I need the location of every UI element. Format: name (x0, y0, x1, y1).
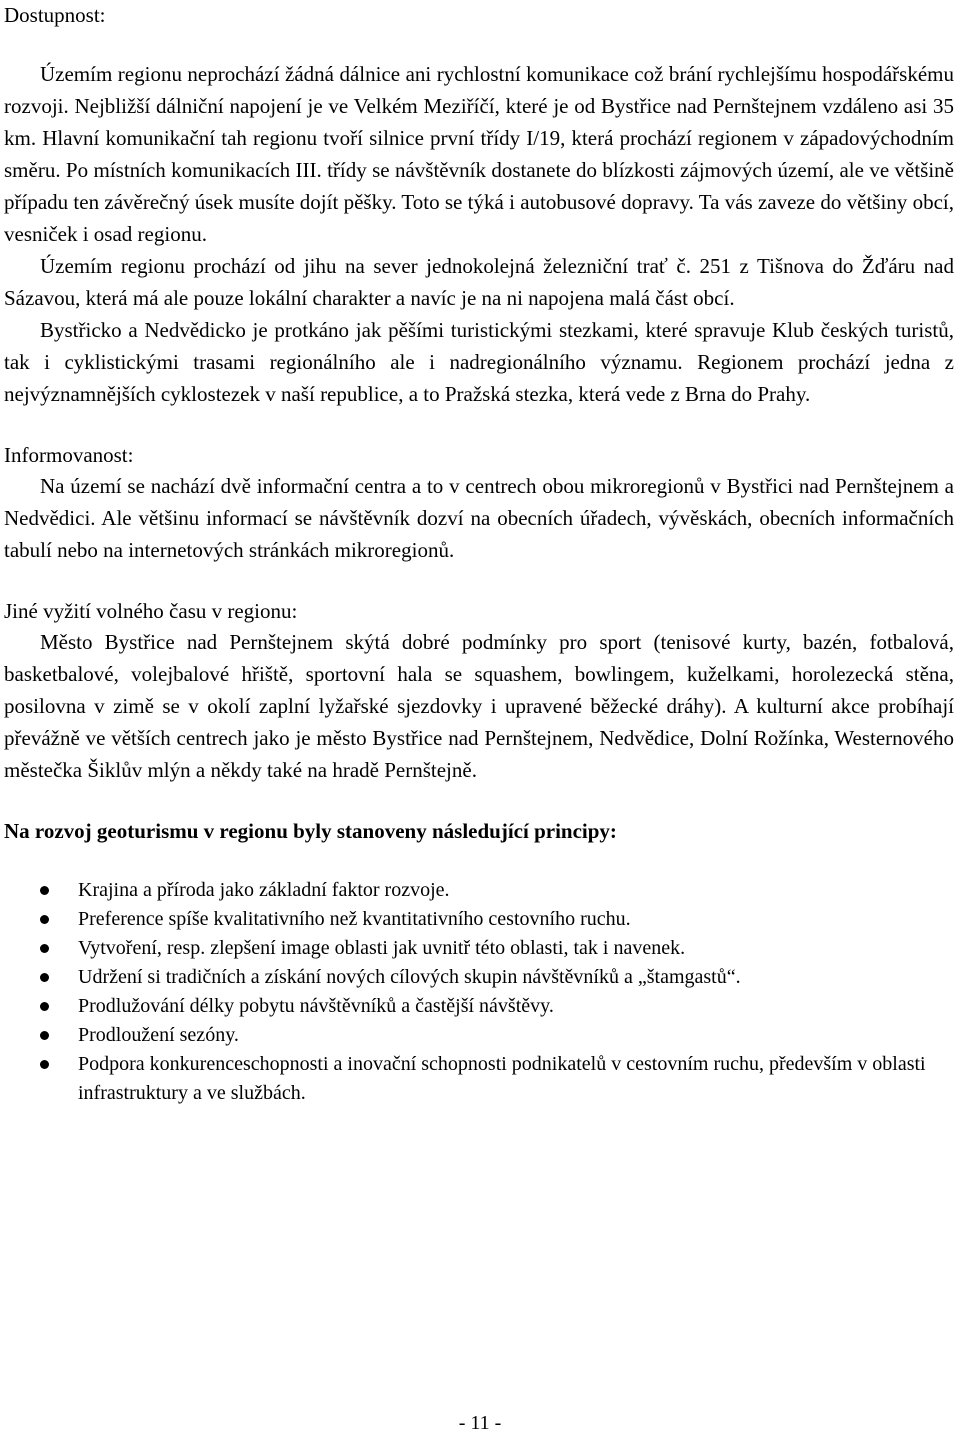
spacer (4, 566, 954, 596)
bullet-icon (40, 973, 49, 982)
spacer (4, 786, 954, 816)
bullet-icon (40, 1031, 49, 1040)
list-item (4, 1021, 954, 1050)
principles-heading: Na rozvoj geoturismu v regionu byly stanoveny následující principy: (4, 819, 617, 843)
list-item (4, 876, 954, 905)
list-item (4, 1050, 954, 1108)
page-number: - 11 - (458, 1412, 502, 1434)
bullet-icon (40, 1002, 49, 1011)
list-item-text: Prodlužování délky pobytu návštěvníků a častější návštěvy. (78, 995, 554, 1017)
spacer (4, 410, 954, 440)
paragraph-dostupnost-3: Bystřicko a Nedvědicko je protkáno jak pěšími turistickými stezkami, které spravuje Klub českých turistů, tak i cyklistickými trasami regionálního ale i nadregionálního významu. Regionem prochází jedna z nejvýznamnějších cyklostezek v naší republice, a to Pražská stezka, která vede z Brna do Prahy. (4, 318, 954, 406)
spacer (4, 846, 954, 876)
document-page (4, 0, 954, 1108)
principles-list (4, 876, 954, 1108)
list-item-text: Prodloužení sezóny. (78, 1024, 239, 1046)
list-item-text: Krajina a příroda jako základní faktor rozvoje. (78, 879, 450, 901)
list-item (4, 905, 954, 934)
section-heading-informovanost: Informovanost: (4, 443, 134, 467)
list-item (4, 934, 954, 963)
paragraph-dostupnost-1: Územím regionu neprochází žádná dálnice ani rychlostní komunikace což brání rychlejšímu hospodářskému rozvoji. Nejbližší dálniční napojení je ve Velkém Meziříčí, které je od Bystřice nad Pernštejnem vzdáleno asi 35 km. Hlavní komunikační tah regionu tvoří silnice první třídy I/19, která prochází regionem v západovýchodním směru. Po místních komunikacích III. třídy se návštěvník dostanete do blízkosti zájmových území, ale ve většině případu ten závěrečný úsek musíte dojít pěšky. Toto se týká i autobusové dopravy. Ta vás zaveze do většiny obcí, vesniček i osad regionu. (4, 62, 954, 246)
paragraph-dostupnost-2: Územím regionu prochází od jihu na sever jednokolejná železniční trať č. 251 z Tišnova do Žďáru nad Sázavou, která má ale pouze lokální charakter a navíc je na ni napojena malá část obcí. (4, 254, 954, 310)
section-heading-dostupnost: Dostupnost: (4, 3, 106, 27)
list-item (4, 963, 954, 992)
list-item-text: Vytvoření, resp. zlepšení image oblasti jak uvnitř této oblasti, tak i navenek. (78, 937, 686, 959)
list-item-text: Udržení si tradičních a získání nových cílových skupin návštěvníků a „štamgastů“. (78, 966, 741, 988)
list-item (4, 992, 954, 1021)
spacer (4, 30, 954, 58)
bullet-icon (40, 915, 49, 924)
paragraph-jine-vyziti-1: Město Bystřice nad Pernštejnem skýtá dobré podmínky pro sport (tenisové kurty, bazén, fotbalová, basketbalové, volejbalové hřiště, sportovní hala se squashem, bowlingem, kuželkami, horolezecká stěna, posilovna v zimě se v okolí zaplní lyžařské sjezdovky i upravené běžecké dráhy). A kulturní akce probíhají převážně ve větších centrech jako je město Bystřice nad Pernštejnem, Nedvědice, Dolní Rožínka, Westernového městečka Šiklův mlýn a někdy také na hradě Pernštejně. (4, 630, 954, 782)
bullet-icon (40, 886, 49, 895)
bullet-icon (40, 1060, 49, 1069)
section-heading-jine-vyziti: Jiné vyžití volného času v regionu: (4, 599, 298, 623)
list-item-text: Preference spíše kvalitativního než kvantitativního cestovního ruchu. (78, 908, 631, 930)
paragraph-informovanost-1: Na území se nachází dvě informační centra a to v centrech obou mikroregionů v Bystřici nad Pernštejnem a Nedvědici. Ale většinu informací se návštěvník dozví na obecních úřadech, vývěskách, obecních informačních tabulí nebo na internetových stránkách mikroregionů. (4, 474, 954, 562)
bullet-icon (40, 944, 49, 953)
list-item-text: Podpora konkurenceschopnosti a inovační schopnosti podnikatelů v cestovním ruchu, především v oblasti infrastruktury a ve službách. (78, 1053, 926, 1104)
